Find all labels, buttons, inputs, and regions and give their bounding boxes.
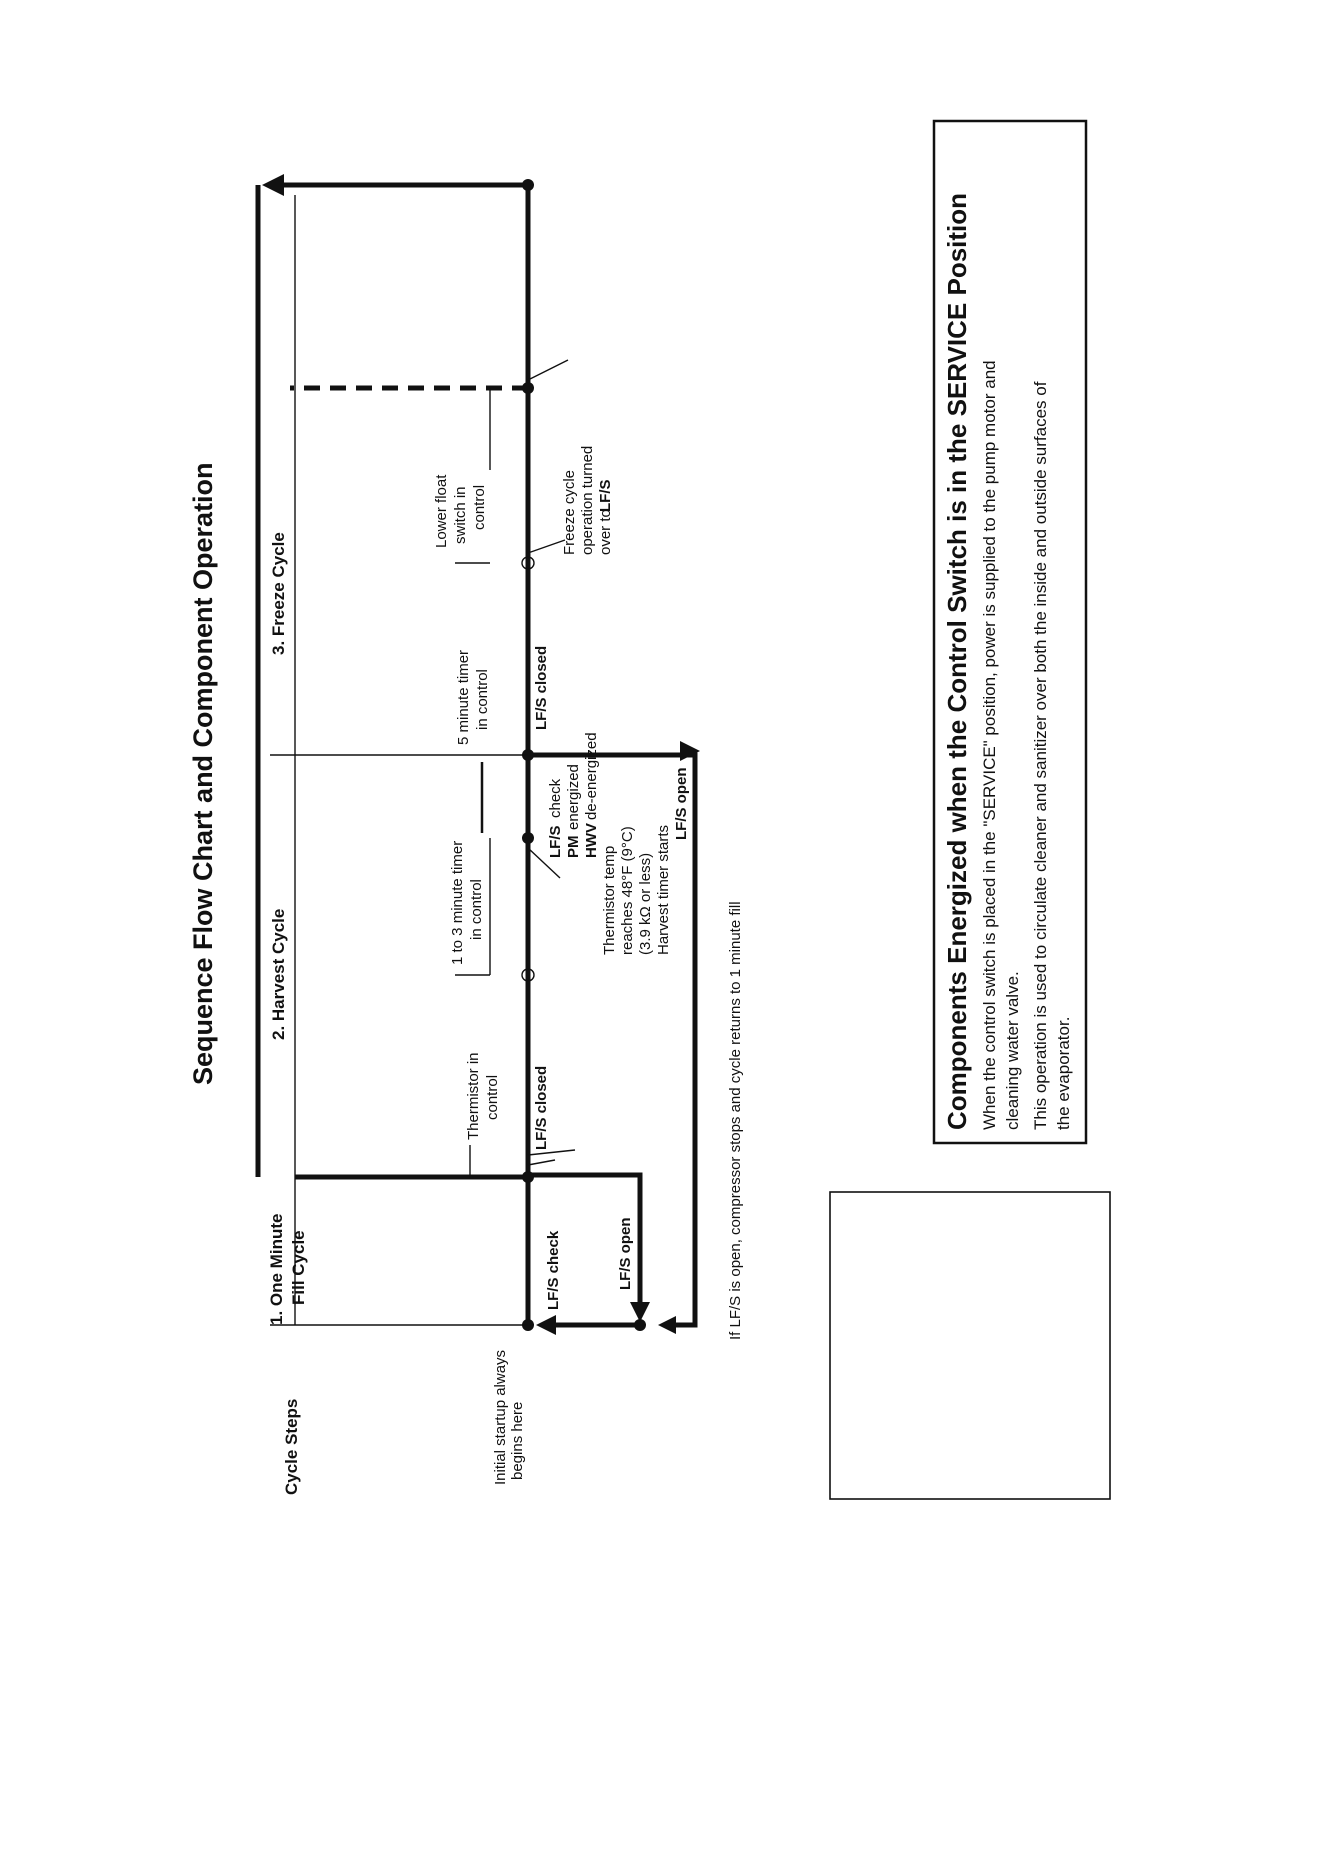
lower-float-line-3: control	[471, 484, 488, 530]
harvest-lfs-word: LF/S	[547, 825, 564, 858]
harvest-pm-energized: energized	[565, 764, 582, 830]
node-harvest-mid	[522, 832, 534, 844]
freeze-turned-lfs: LF/S	[597, 479, 614, 512]
thermistor-control-line-2: control	[484, 1074, 501, 1120]
service-box-body-4: the evaporator.	[1054, 1016, 1073, 1130]
lfs-open-1: LF/S open	[617, 1217, 634, 1290]
node-top	[522, 179, 534, 191]
harvest-line-6: Harvest timer starts	[655, 824, 672, 955]
harvest-line-4: reaches 48°F (9°C)	[619, 826, 636, 955]
harvest-hwv-word: HWV	[583, 823, 600, 858]
pointer-lfs-check-1	[528, 1160, 555, 1165]
freeze-turned-line-3: over to	[597, 509, 614, 555]
service-box-title: Components Energized when the Control Switch is in the SERVICE Position	[942, 192, 972, 1130]
startup-line-1: Initial startup always	[492, 1349, 509, 1485]
freeze-turned-line-1: Freeze cycle	[561, 469, 578, 555]
lfs-closed-1: LF/S closed	[533, 1065, 550, 1150]
return-bottom-arrowhead-2	[658, 1316, 676, 1334]
harvest-line-5: (3.9 kΩ or less)	[637, 852, 654, 955]
timer-1-3-line-2: in control	[468, 879, 485, 940]
timer-1-3-line-1: 1 to 3 minute timer	[449, 840, 466, 965]
step-freeze: 3. Freeze Cycle	[269, 532, 288, 655]
empty-panel	[830, 1192, 1110, 1499]
step-harvest: 2. Harvest Cycle	[269, 908, 288, 1040]
lower-float-line-2: switch in	[452, 486, 469, 544]
service-box-body-3: This operation is used to circulate cleaner and sanitizer over both the inside and outside surfaces of	[1031, 381, 1050, 1130]
cycle-steps-label: Cycle Steps	[282, 1398, 301, 1495]
node-freeze-lower-float	[522, 382, 534, 394]
node-fill-return	[634, 1319, 646, 1331]
lfs-check-1: LF/S check	[545, 1230, 562, 1310]
service-box-body-1: When the control switch is placed in the "SERVICE" position, power is supplied to the pump motor and	[980, 360, 999, 1130]
return-to-startup-arrowhead	[536, 1315, 556, 1335]
return-note: If LF/S is open, compressor stops and cycle returns to 1 minute fill	[727, 901, 744, 1340]
freeze-turned-line-2: operation turned	[579, 445, 596, 555]
startup-line-2: begins here	[509, 1401, 526, 1480]
harvest-line-3: Thermistor temp	[601, 845, 618, 955]
top-return-arrowhead	[262, 174, 284, 196]
timer-5-line-1: 5 minute timer	[455, 649, 472, 745]
pointer-freeze-turned	[528, 540, 565, 553]
lfs-closed-2: LF/S closed	[533, 645, 550, 730]
harvest-pm-word: PM	[565, 835, 582, 858]
harvest-hwv-deenergized: de-energized	[583, 732, 600, 820]
step-fill-line-2: Fill Cycle	[289, 1230, 308, 1305]
timer-5-line-2: in control	[474, 669, 491, 730]
node-fill-end	[522, 1171, 534, 1183]
pointer-lower-float	[528, 360, 568, 380]
diagram-title: Sequence Flow Chart and Component Operation	[188, 462, 218, 1085]
lfs-open-2: LF/S open	[673, 767, 690, 840]
thermistor-control-line-1: Thermistor in	[465, 1052, 482, 1140]
step-fill-line-1: 1. One Minute	[267, 1213, 286, 1325]
lower-float-line-1: Lower float	[433, 474, 450, 548]
service-box-body-2: cleaning water valve.	[1003, 971, 1022, 1130]
harvest-check-word: check	[547, 778, 564, 818]
